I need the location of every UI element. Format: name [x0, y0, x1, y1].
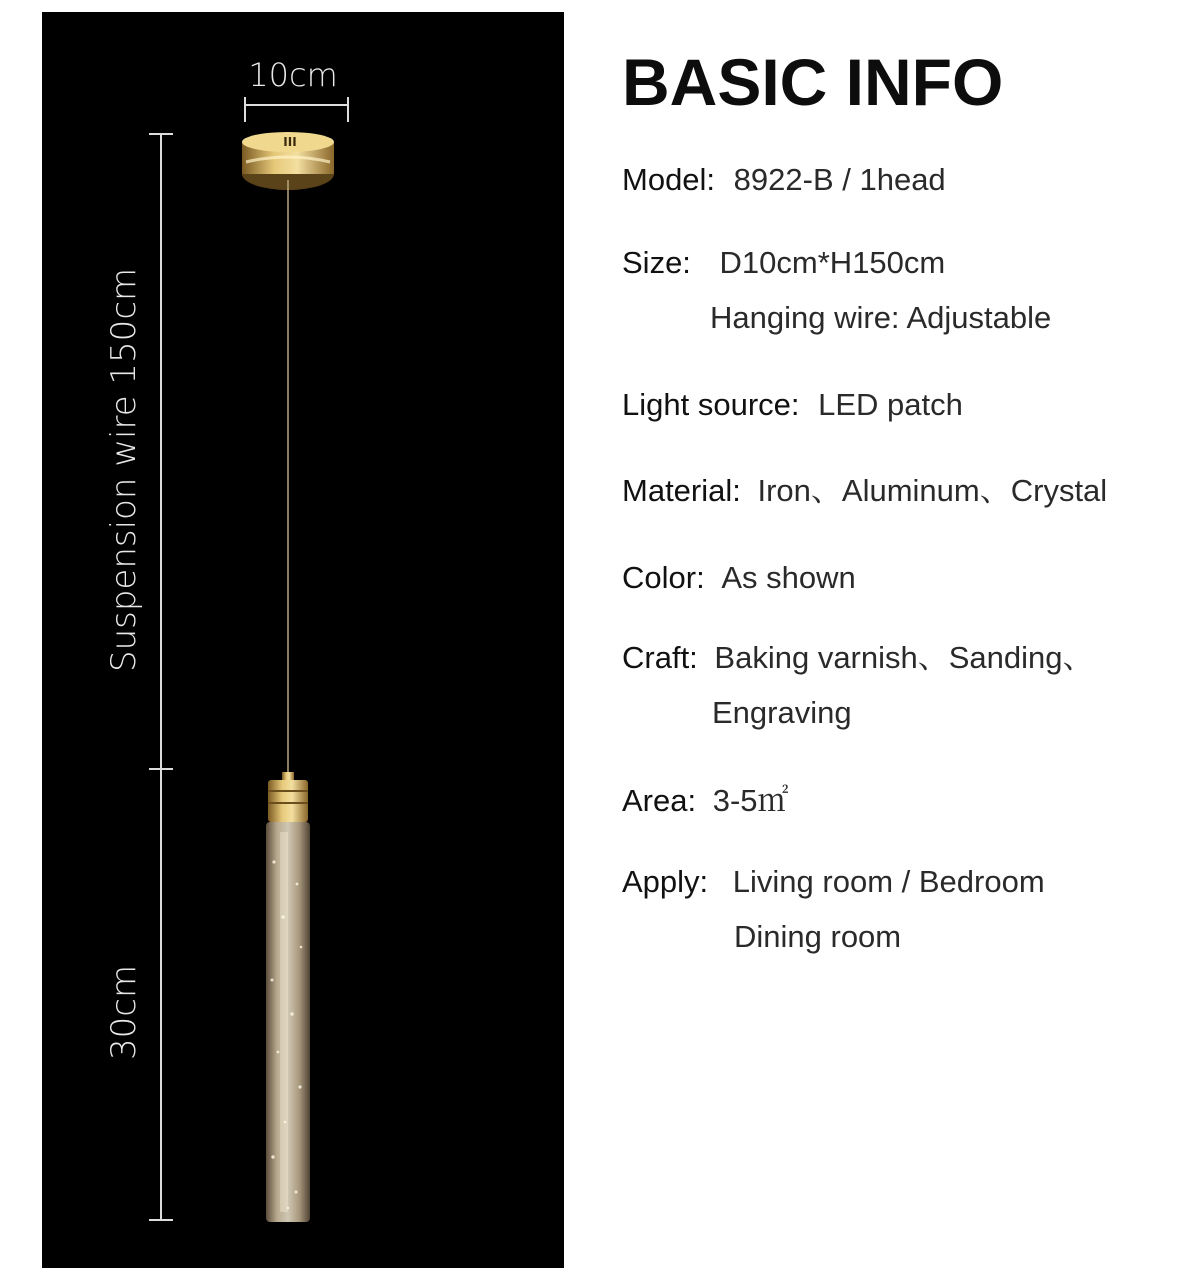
spec-label: Apply: — [622, 864, 709, 899]
width-dimension-label: 10cm — [248, 56, 338, 94]
spec-area — [622, 773, 789, 828]
spec-material — [622, 463, 1107, 518]
crystal-tube — [266, 822, 310, 1222]
spec-craft-continuation: Engraving — [712, 695, 852, 730]
spec-value: As shown — [721, 560, 856, 595]
spec-label: Color: — [622, 560, 705, 595]
spec-value: Iron、Aluminum、Crystal — [757, 473, 1108, 508]
spec-apply — [622, 854, 1045, 909]
spec-color — [622, 550, 856, 605]
spec-label: Craft: — [622, 640, 698, 675]
wire-length-label: Suspension wire 150cm — [104, 267, 144, 672]
spec-model — [622, 152, 946, 207]
spec-craft — [622, 630, 1094, 685]
product-image-panel — [42, 12, 564, 1268]
tube-length-label: 30cm — [104, 964, 144, 1060]
spec-value: 3-5㎡ — [712, 783, 789, 818]
spec-apply-continuation: Dining room — [734, 919, 902, 954]
spec-value: D10cm*H150cm — [719, 245, 946, 280]
spec-label: Material: — [622, 473, 741, 508]
spec-value: 8922-B / 1head — [733, 162, 946, 197]
height-dimension-line — [149, 134, 173, 1220]
spec-label: Model: — [622, 162, 716, 197]
lamp-fitting — [268, 772, 308, 822]
width-dimension-line — [245, 97, 348, 122]
spec-value: Baking varnish、Sanding、 — [714, 640, 1094, 675]
spec-label: Light source: — [622, 387, 800, 422]
spec-light-source — [622, 377, 963, 432]
spec-size-continuation: Hanging wire: Adjustable — [710, 300, 1052, 335]
spec-size — [622, 235, 945, 290]
canopy-mark: III — [283, 135, 297, 149]
spec-value: Living room / Bedroom — [732, 864, 1045, 899]
spec-value: LED patch — [818, 387, 963, 422]
section-title: BASIC INFO — [622, 45, 1004, 119]
spec-label: Area: — [622, 783, 697, 818]
spec-label: Size: — [622, 245, 691, 280]
